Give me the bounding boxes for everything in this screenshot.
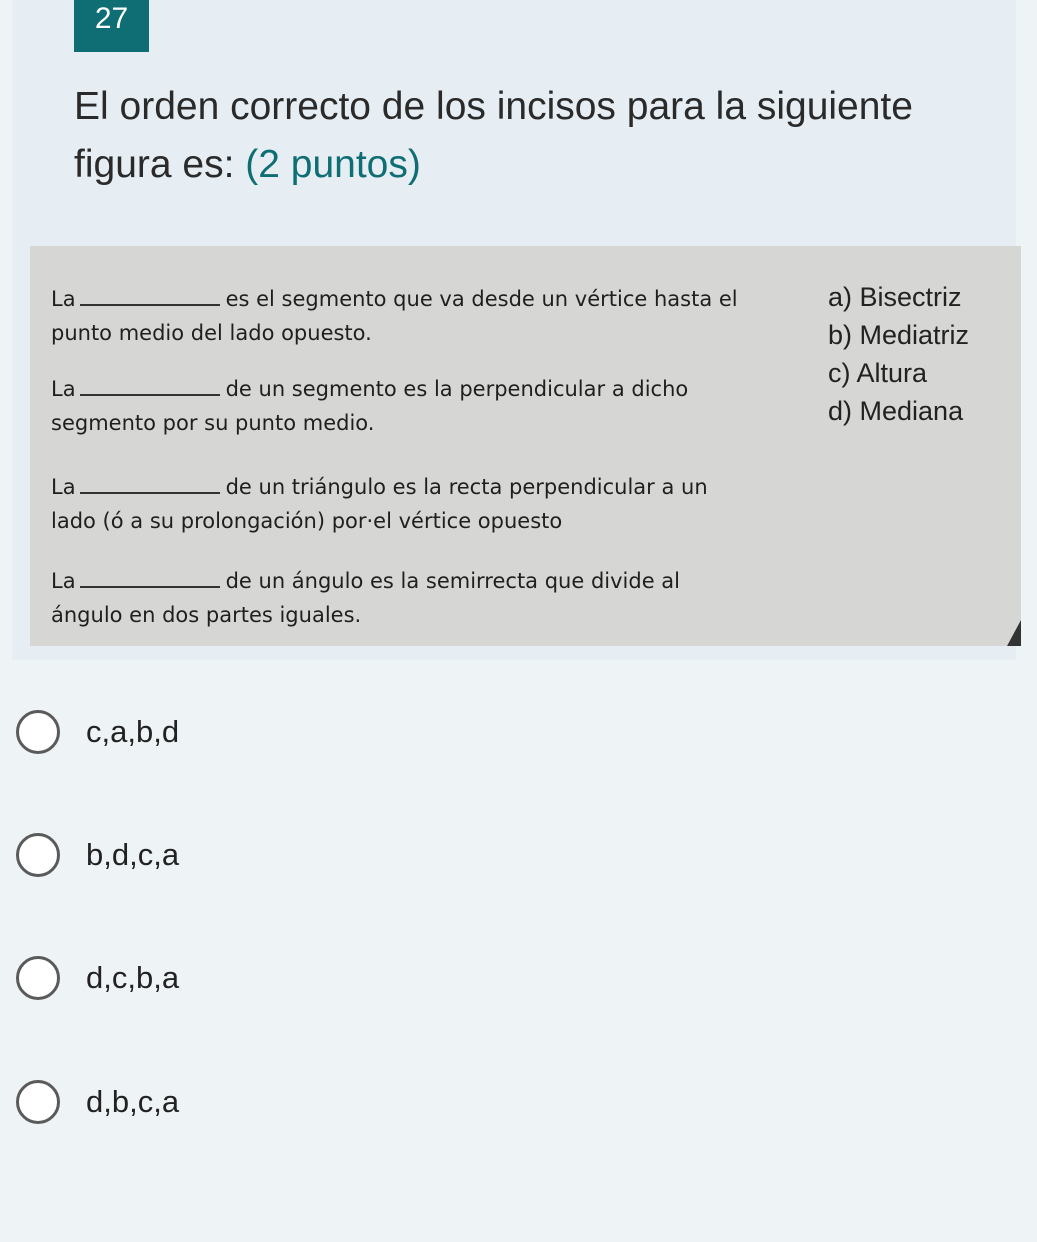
question-prompt: El orden correcto de los incisos para la siguiente figura es: [74, 85, 913, 186]
statement-text: de un ángulo es la semirrecta que divide al [225, 569, 681, 593]
question-number: 27 [74, 0, 149, 52]
question-figure [30, 246, 1021, 646]
figure-option-c: c) Altura [828, 358, 928, 388]
figure-option-b: b) Mediatriz [828, 320, 970, 350]
radio-button[interactable] [16, 710, 60, 754]
figure-option-a: a) Bisectriz [828, 282, 962, 312]
statement-prefix: La [51, 377, 76, 401]
statement-1 [51, 282, 791, 350]
statement-text: de un segmento es la perpendicular a dicho [225, 377, 689, 401]
statement-text: de un triángulo es la recta perpendicular a un [225, 475, 708, 499]
statement-continuation: lado (ó a su prolongación) por·el vértice opuesto [51, 509, 563, 533]
answer-choice-label[interactable]: d,c,b,a [86, 960, 180, 995]
corner-mark [1007, 620, 1021, 646]
answer-blank [80, 568, 220, 588]
statement-prefix: La [51, 475, 76, 499]
answer-choice-label[interactable]: b,d,c,a [86, 837, 180, 872]
statement-prefix: La [51, 287, 76, 311]
answer-choice-3[interactable] [16, 952, 179, 1004]
figure-option-d: d) Mediana [828, 396, 964, 426]
radio-button[interactable] [16, 956, 60, 1000]
statement-3 [51, 470, 791, 538]
answer-choice-4[interactable] [16, 1076, 179, 1128]
answer-blank [80, 286, 220, 306]
radio-button[interactable] [16, 833, 60, 877]
answer-choice-label[interactable]: c,a,b,d [86, 714, 180, 749]
answer-blank [80, 376, 220, 396]
figure-option-list [828, 278, 969, 430]
question-points: (2 puntos) [245, 143, 421, 186]
statement-continuation: punto medio del lado opuesto. [51, 321, 372, 345]
answer-blank [80, 474, 220, 494]
statement-prefix: La [51, 569, 76, 593]
statement-text: es el segmento que va desde un vértice hasta el [225, 287, 738, 311]
answer-choice-2[interactable] [16, 829, 179, 881]
answer-choice-1[interactable] [16, 706, 179, 758]
answer-choice-label[interactable]: d,b,c,a [86, 1084, 180, 1119]
radio-button[interactable] [16, 1080, 60, 1124]
statement-continuation: segmento por su punto medio. [51, 411, 375, 435]
question-card [12, 0, 1016, 660]
statement-4 [51, 564, 791, 632]
statement-2 [51, 372, 791, 440]
statement-continuation: ángulo en dos partes iguales. [51, 603, 362, 627]
question-text [74, 78, 974, 194]
